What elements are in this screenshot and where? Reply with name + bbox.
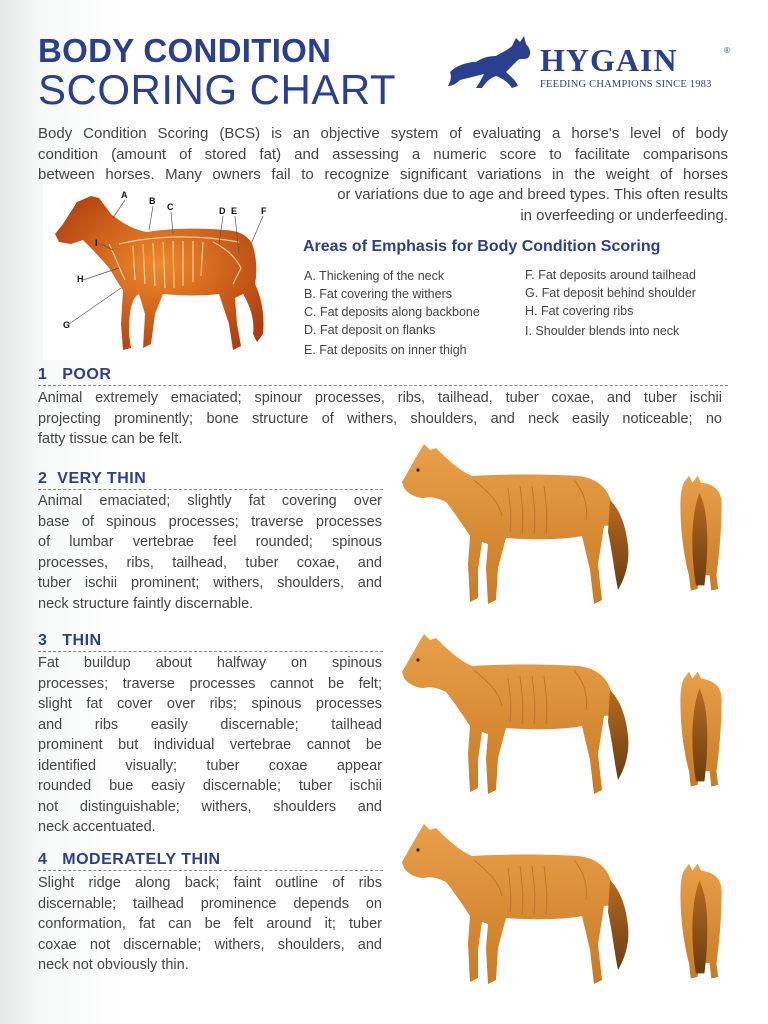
emphasis-heading: Areas of Emphasis for Body Condition Scoring xyxy=(303,238,661,255)
desc-line: and ribs easily discernable; tailhead xyxy=(38,716,382,733)
intro-line-4: or variations due to age and breed types. This often results xyxy=(337,186,728,203)
emphasis-item: B. Fat covering the withers xyxy=(304,287,452,301)
emphasis-list-left xyxy=(304,267,480,359)
desc-line: processes, ribs, tailhead, tuber coxae, and xyxy=(38,554,382,571)
score-number: 2 xyxy=(38,470,48,487)
brand-name: HYGAIN xyxy=(540,42,678,78)
horse-rear-view-score-2 xyxy=(665,462,737,606)
desc-line: slight fat cover over ribs; spinous processes xyxy=(38,696,382,712)
title-line-2: SCORING CHART xyxy=(38,66,397,113)
anatomy-label-a: A xyxy=(121,190,128,200)
desc-line: fatty tissue can be felt. xyxy=(38,431,183,447)
score-4-heading xyxy=(38,851,221,869)
anatomy-label-h: H xyxy=(77,274,84,284)
horse-rear-view-score-3 xyxy=(665,658,737,802)
score-name: POOR xyxy=(62,366,112,383)
horse-side-view-score-2 xyxy=(398,440,632,614)
intro-line-3: between horses. Many owners fail to recognize significant variations in the weight of horses xyxy=(38,166,728,183)
score-2-heading xyxy=(38,470,146,488)
desc-line: neck not obviously thin. xyxy=(38,957,189,973)
anatomy-label-d: D xyxy=(219,206,226,216)
desc-line: of lumbar vertebrae feel rounded; spinous xyxy=(38,534,382,550)
section-divider xyxy=(38,385,728,386)
desc-line: not distinguishable; withers, shoulders and xyxy=(38,798,382,815)
desc-line: rounded bue easiy discernable; tuber ischii xyxy=(38,778,382,794)
brand-tagline: FEEDING CHAMPIONS SINCE 1983 xyxy=(540,79,712,90)
emphasis-item: A. Thickening of the neck xyxy=(304,269,445,283)
emphasis-item: E. Fat deposits on inner thigh xyxy=(304,343,467,357)
section-divider xyxy=(38,870,383,871)
score-name: THIN xyxy=(62,632,102,649)
desc-line: discernable; tailhead prominence depends on xyxy=(38,895,382,912)
score-number: 3 xyxy=(38,632,48,649)
desc-line: Fat buildup about halfway on spinous xyxy=(38,655,382,671)
desc-line: neck accentuated. xyxy=(38,819,156,835)
desc-line: conformation, fat can be felt around it; tuber xyxy=(38,916,382,932)
score-name: MODERATELY THIN xyxy=(62,851,221,868)
emphasis-item: H. Fat covering ribs xyxy=(525,304,634,318)
desc-line: tuber ischii prominent; withers, shoulders, and xyxy=(38,575,382,591)
anatomy-horse-illustration xyxy=(43,184,275,360)
intro-line-5: in overfeeding or underfeeding. xyxy=(520,207,728,224)
score-1-heading xyxy=(38,366,111,384)
desc-line: Animal extremely emaciated; spinour processes, ribs, tailhead, tuber coxae, and tuber ischii xyxy=(38,390,722,406)
section-divider xyxy=(38,651,383,652)
horse-rear-view-score-4 xyxy=(665,850,737,994)
emphasis-item: F. Fat deposits around tailhead xyxy=(525,268,696,282)
desc-line: identified visually; tuber coxae appear xyxy=(38,757,382,774)
desc-line: Animal emaciated; slightly fat covering over xyxy=(38,493,382,509)
anatomy-label-c: C xyxy=(167,202,174,212)
desc-line: Slight ridge along back; faint outline of ribs xyxy=(38,875,382,891)
score-3-description xyxy=(38,653,382,838)
desc-line: projecting prominently; bone structure of withers, shoulders, and neck easily noticeable; no xyxy=(38,410,722,427)
intro-line-2: condition (amount of stored fat) and assessing a numeric score to facilitate comparisons xyxy=(38,146,728,163)
score-number: 1 xyxy=(38,366,48,383)
intro-line-1: Body Condition Scoring (BCS) is an objective system of evaluating a horse's level of body xyxy=(38,125,728,142)
desc-line: prominent but individual vertebrae cannot be xyxy=(38,737,382,753)
desc-line: processes; traverse processes cannot be felt; xyxy=(38,675,382,692)
anatomy-label-e: E xyxy=(231,206,238,216)
anatomy-diagram xyxy=(43,184,275,360)
section-divider xyxy=(38,489,383,490)
horse-side-view-score-3 xyxy=(398,630,632,804)
emphasis-item: G. Fat deposit behind shoulder xyxy=(525,286,696,300)
desc-line: base of spinous processes; traverse processes xyxy=(38,513,382,530)
score-2-description xyxy=(38,491,382,614)
emphasis-item: D. Fat deposit on flanks xyxy=(304,323,436,337)
anatomy-label-b: B xyxy=(149,196,156,206)
score-3-heading xyxy=(38,632,102,650)
score-name: VERY THIN xyxy=(57,470,147,487)
score-number: 4 xyxy=(38,851,48,868)
title-line-1: BODY CONDITION xyxy=(38,32,332,69)
emphasis-item: I. Shoulder blends into neck xyxy=(525,324,680,338)
anatomy-label-f: F xyxy=(261,206,267,216)
emphasis-item: C. Fat deposits along backbone xyxy=(304,305,480,319)
anatomy-label-g: G xyxy=(63,320,71,330)
anatomy-label-i: I xyxy=(95,238,98,248)
emphasis-list-right xyxy=(525,266,696,340)
desc-line: coxae not discernable; withers, shoulders, and xyxy=(38,936,382,953)
registered-mark: ® xyxy=(724,46,730,55)
desc-line: neck structure faintly discernable. xyxy=(38,595,254,612)
score-4-description xyxy=(38,873,382,976)
horse-side-view-score-4 xyxy=(398,820,632,994)
